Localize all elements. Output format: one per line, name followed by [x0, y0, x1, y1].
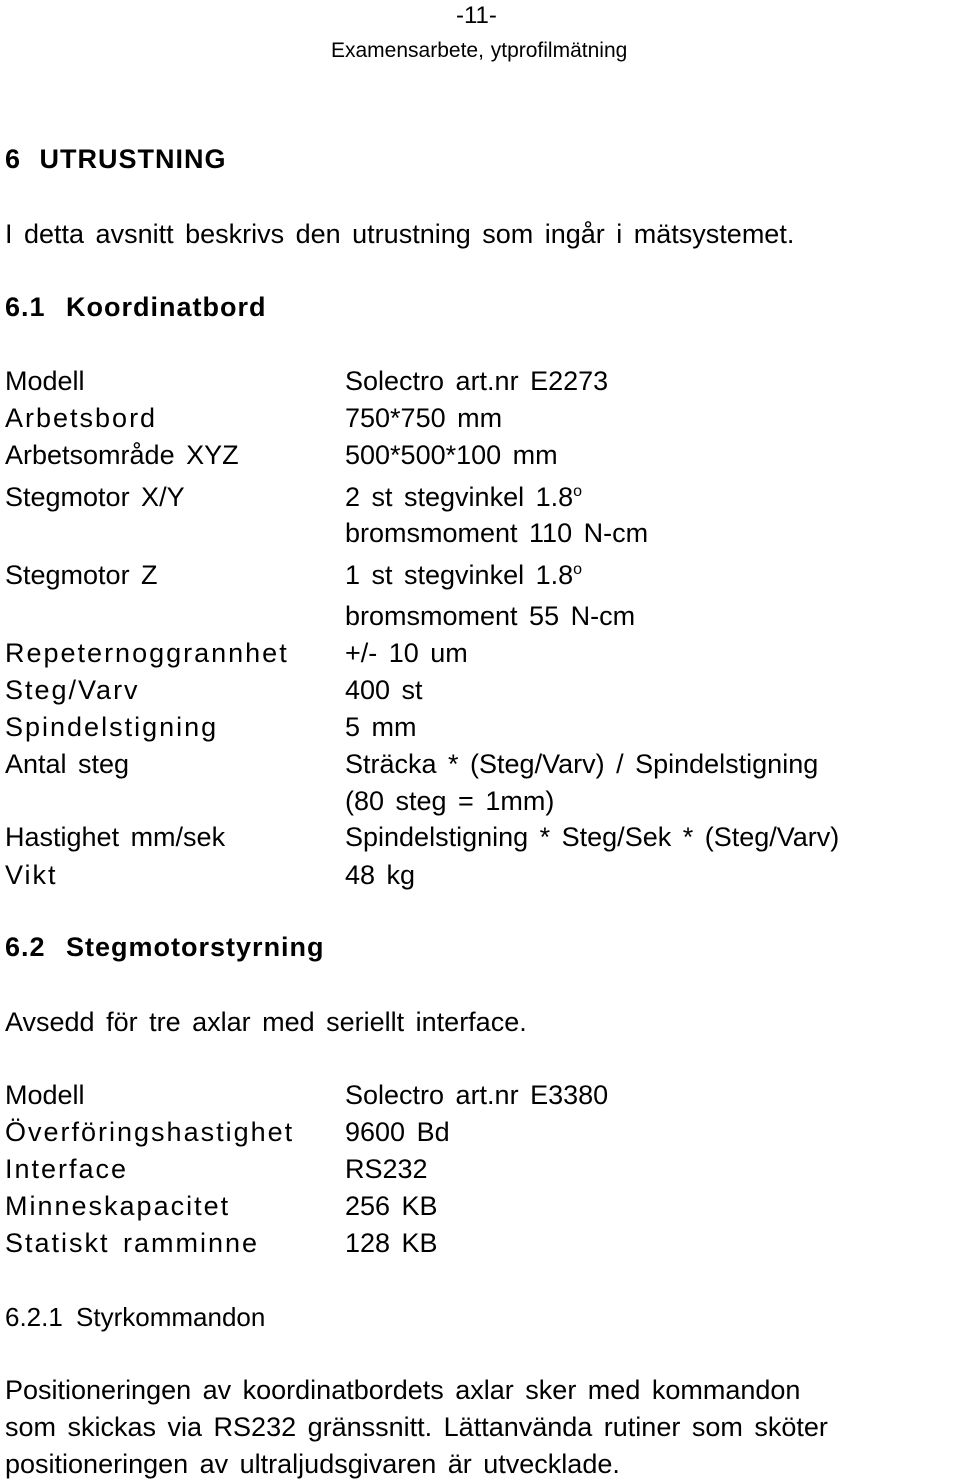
spec-value-antal-steg: Sträcka * (Steg/Varv) / Spindelstigning	[345, 749, 819, 779]
spec-value-vikt: 48 kg	[345, 860, 416, 890]
degree-superscript: o	[573, 561, 583, 578]
section-62-intro: Avsedd för tre axlar med seriellt interface.	[5, 1007, 527, 1037]
spec-label-spindelstigning: Spindelstigning	[5, 712, 219, 742]
spec-label-modell-2: Modell	[5, 1080, 85, 1110]
spec-label-overforingshastighet: Överföringshastighet	[5, 1117, 295, 1147]
spec-value-modell-2: Solectro art.nr E3380	[345, 1080, 609, 1110]
spec-label-stegmotor-z: Stegmotor Z	[5, 560, 158, 590]
spec-label-vikt: Vikt	[5, 860, 58, 890]
section-621-paragraph-line-2: som skickas via RS232 gränssnitt. Lättanvända rutiner som sköter	[5, 1412, 828, 1442]
spec-label-antal-steg: Antal steg	[5, 749, 130, 779]
spec-value-statiskt-ramminne: 128 KB	[345, 1228, 438, 1258]
section-62-heading: 6.2 Stegmotorstyrning	[5, 932, 325, 962]
degree-superscript: o	[573, 483, 583, 500]
spec-value-arbetsbord: 750*750 mm	[345, 403, 503, 433]
spec-value-minneskapacitet: 256 KB	[345, 1191, 438, 1221]
spec-label-repeternoggrannhet: Repeternoggrannhet	[5, 638, 289, 668]
spec-value-stegmotor-z: 1 st stegvinkel 1.8$^o$	[345, 560, 583, 590]
spec-value-steg-varv: 400 st	[345, 675, 423, 705]
spec-label-hastighet: Hastighet mm/sek	[5, 822, 226, 852]
spec-value-interface: RS232	[345, 1154, 428, 1184]
section-6-intro: I detta avsnitt beskrivs den utrustning som ingår i mätsystemet.	[5, 219, 795, 249]
spec-value-spindelstigning: 5 mm	[345, 712, 417, 742]
spec-label-modell: Modell	[5, 366, 85, 396]
spec-value-modell: Solectro art.nr E2273	[345, 366, 609, 396]
spec-value-antal-steg-line2: (80 steg = 1mm)	[345, 786, 555, 816]
spec-label-steg-varv: Steg/Varv	[5, 675, 140, 705]
spec-value-hastighet: Spindelstigning * Steg/Sek * (Steg/Varv)	[345, 822, 840, 852]
section-6-heading: 6 UTRUSTNING	[5, 144, 227, 174]
section-621-heading: 6.2.1 Styrkommandon	[5, 1302, 266, 1332]
section-621-paragraph-line-1: Positioneringen av koordinatbordets axlar sker med kommandon	[5, 1375, 801, 1405]
spec-label-stegmotor-xy: Stegmotor X/Y	[5, 482, 185, 512]
spec-value-arbetsomrade: 500*500*100 mm	[345, 440, 558, 470]
spec-value-repeternoggrannhet: +/- 10 um	[345, 638, 468, 668]
spec-label-minneskapacitet: Minneskapacitet	[5, 1191, 231, 1221]
section-61-heading: 6.1 Koordinatbord	[5, 292, 267, 322]
spec-value-stegmotor-xy: 2 st stegvinkel 1.8$^o$	[345, 482, 583, 512]
spec-label-statiskt-ramminne: Statiskt ramminne	[5, 1228, 260, 1258]
document-title: Examensarbete, ytprofilmätning	[331, 39, 628, 62]
spec-label-arbetsomrade: Arbetsområde XYZ	[5, 440, 239, 470]
section-621-paragraph-line-3: positioneringen av ultraljudsgivaren är utvecklade.	[5, 1449, 620, 1479]
spec-value-stegmotor-z-line2: bromsmoment 55 N-cm	[345, 601, 636, 631]
spec-value-overforingshastighet: 9600 Bd	[345, 1117, 450, 1147]
spec-label-arbetsbord: Arbetsbord	[5, 403, 158, 433]
page-number: -11-	[456, 2, 497, 29]
spec-value-stegmotor-xy-line2: bromsmoment 110 N-cm	[345, 518, 649, 548]
spec-label-interface: Interface	[5, 1154, 129, 1184]
